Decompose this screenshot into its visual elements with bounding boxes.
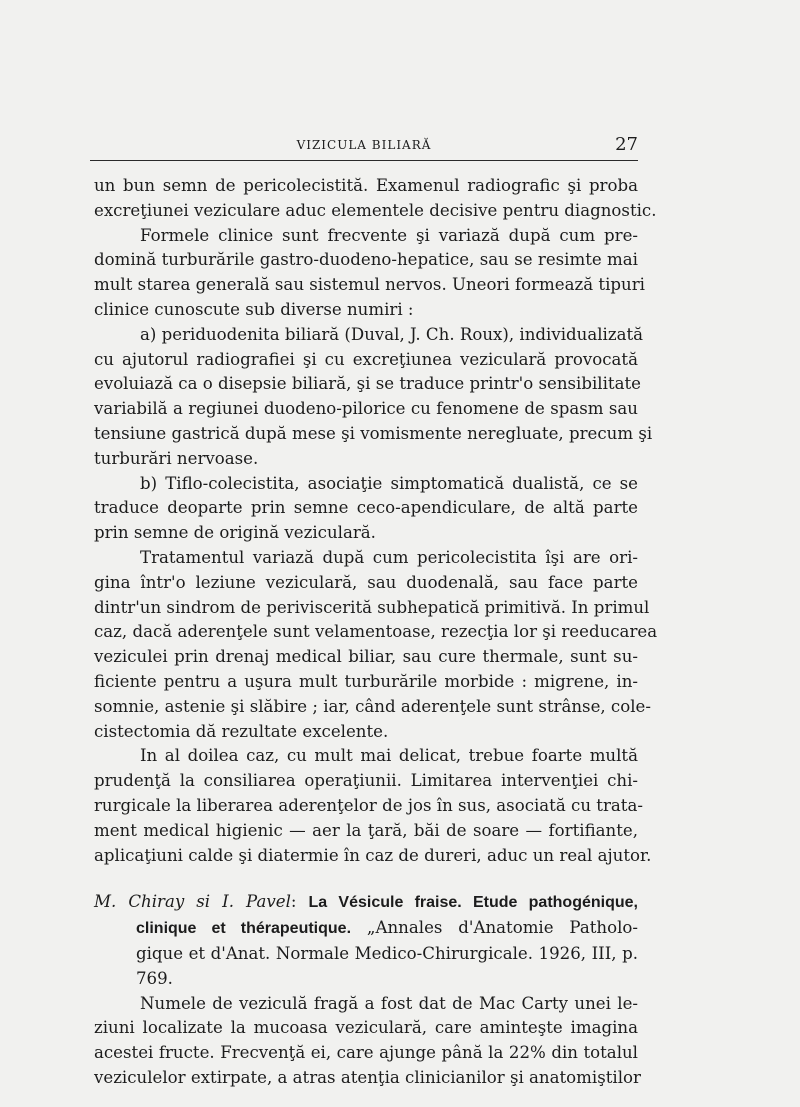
- reference-title-cont: clinique et thérapeutique.: [136, 920, 352, 938]
- text-line: gina într'o leziune veziculară, sau duodenală, sau face parte: [94, 572, 638, 592]
- bibliographic-reference: [94, 890, 638, 991]
- text-line: un bun semn de pericolecistită. Examenul radiografic şi proba: [94, 176, 638, 195]
- reference-line: [94, 916, 638, 942]
- section-gap: [94, 868, 638, 890]
- paragraph: [94, 224, 645, 323]
- text-line: a) periduodenita biliară (Duval, J. Ch. Roux), individualizată: [140, 324, 644, 344]
- text-line: veziculelor extirpate, a atras atenţia clinicianilor şi anatomiştilor: [94, 1067, 641, 1087]
- text-line: clinice cunoscute sub diverse numiri :: [94, 299, 414, 319]
- text-line: acestei fructe. Frecvenţă ei, care ajunge până la 22% din totalul: [94, 1043, 638, 1063]
- reference-separator: :: [290, 892, 309, 912]
- text-line: prudenţă la consiliarea operaţiunii. Limitarea intervenţiei chi-: [94, 771, 638, 791]
- text-line: ficiente pentru a uşura mult turburările morbide : migrene, in-: [94, 671, 638, 691]
- text-line: rurgicale la liberarea aderenţelor de jos în sus, asociată cu trata-: [94, 795, 643, 815]
- text-line: b) Tiflo-colecistita, asociaţie simptomatică dualistă, ce se: [140, 473, 638, 493]
- text-line: excreţiunei veziculare aduc elementele decisive pentru diagnostic.: [94, 200, 657, 220]
- text-line: turburări nervoase.: [94, 448, 259, 468]
- text-line: variabilă a regiunei duodeno-pilorice cu fenomene de spasm sau: [94, 399, 638, 419]
- text-line: prin semne de origină veziculară.: [94, 523, 376, 543]
- paragraph: [94, 992, 641, 1091]
- reference-page: 769.: [136, 968, 173, 988]
- text-line: Formele clinice sunt frecvente şi variază după cum pre-: [140, 225, 638, 245]
- text-line: cu ajutorul radiografiei şi cu excreţiunea veziculară provocată: [94, 349, 638, 369]
- page-number: 27: [615, 134, 638, 155]
- text-line: traduce deoparte prin semne ceco-apendiculare, de altă parte: [94, 498, 638, 518]
- paragraph: [94, 546, 658, 744]
- text-line: veziculei prin drenaj medical biliar, sau cure thermale, sunt su-: [94, 647, 638, 667]
- reference-title: La Vésicule fraise. Etude pathogénique,: [308, 894, 638, 912]
- reference-authors: M. Chiray si I. Pavel: [94, 892, 291, 912]
- reference-line: [94, 890, 638, 916]
- reference-line: gique et d'Anat. Normale Medico-Chirurgicale. 1926, III, p.: [136, 943, 638, 963]
- text-line: somnie, astenie şi slăbire ; iar, când aderenţele sunt strânse, cole-: [94, 696, 651, 716]
- paragraph: [94, 174, 657, 224]
- text-line: In al doilea caz, cu mult mai delicat, trebue foarte multă: [140, 746, 638, 766]
- text-line: tensiune gastrică după mese şi vomismente neregluate, precum şi: [94, 423, 653, 443]
- body-text: [94, 174, 658, 1091]
- running-head: [90, 134, 638, 158]
- paragraph: [94, 323, 653, 472]
- text-line: ziuni localizate la mucoasa veziculară, care aminteşte imagina: [94, 1018, 638, 1038]
- text-line: cistectomia dă rezultate excelente.: [94, 721, 389, 741]
- text-line: Numele de veziculă fragă a fost dat de Mac Carty unei le-: [140, 993, 638, 1013]
- text-line: caz, dacă aderenţele sunt velamentoase, rezecţia lor şi reeducarea: [94, 622, 658, 642]
- text-line: domină turburările gastro-duodeno-hepatice, sau se resimte mai: [94, 250, 638, 270]
- text-line: ment medical higienic — aer la ţară, băi de soare — fortifiante,: [94, 820, 638, 840]
- reference-journal: „Annales d'Anatomie Patholo-: [351, 918, 638, 938]
- header-rule: [90, 160, 638, 161]
- text-line: aplicaţiuni calde şi diatermie în caz de dureri, aduc un real ajutor.: [94, 845, 652, 865]
- running-title: VIZICULA BILIARĂ: [296, 138, 432, 152]
- text-line: evoluiază ca o disepsie biliară, şi se traduce printr'o sensibilitate: [94, 374, 641, 394]
- paragraph: [94, 472, 638, 546]
- paragraph: [94, 744, 652, 868]
- text-line: Tratamentul variază după cum pericolecistita îşi are ori-: [140, 547, 638, 567]
- text-line: mult starea generală sau sistemul nervos. Uneori formează tipuri: [94, 275, 645, 295]
- text-line: dintr'un sindrom de periviscerită subhepatică primitivă. In primul: [94, 597, 650, 617]
